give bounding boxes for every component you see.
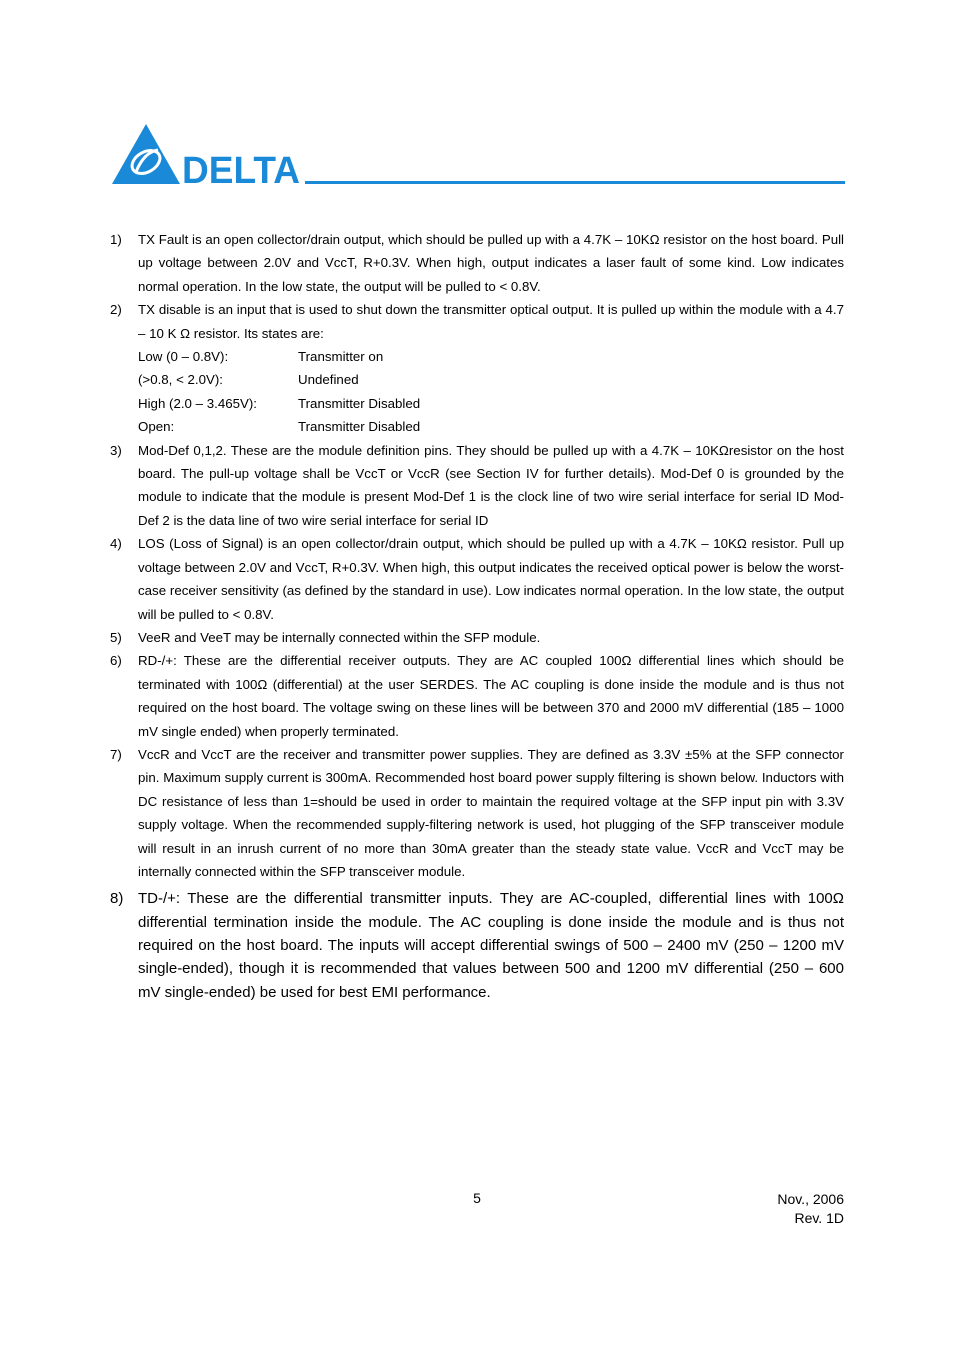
note-text: TX disable is an input that is used to shut down the transmitter optical output. It is pulled up within the module with a 4.7 – 10 K Ω resistor. Its states are: xyxy=(138,302,844,341)
note-text: TX Fault is an open collector/drain output, which should be pulled up with a 4.7K – 10KΩ resistor on the host board. Pull up voltage between 2.0V and VccT, R+0.3V. When high, output indicates a laser fault of some kind. Low indicates normal operation. In the low state, the output will be pulled to < 0.8V. xyxy=(138,232,844,294)
note-item xyxy=(110,439,844,533)
state-row xyxy=(138,368,844,391)
note-item xyxy=(110,649,844,743)
delta-wordmark: DELTA xyxy=(182,150,300,186)
note-item xyxy=(110,743,844,883)
state-row xyxy=(138,415,844,438)
note-text: Mod-Def 0,1,2. These are the module definition pins. They should be pulled up with a 4.7K – 10KΩresistor on the host board. The pull-up voltage shall be VccT or VccR (see Section IV for further details). Mod-Def 0 is grounded by the module to indicate that the module is present Mod-Def 1 is the clock line of two wire serial interface for serial ID Mod-Def 2 is the data line of two wire serial interface for serial ID xyxy=(138,442,844,528)
note-text: VccR and VccT are the receiver and transmitter power supplies. They are defined as 3.3V ±5% at the SFP connector pin. Maximum supply current is 300mA. Recommended host board power supply filtering is shown below. Inductors with DC resistance of less than 1=should be used in order to maintain the required voltage at the SFP input pin with 3.3V supply voltage. When the recommended supply-filtering network is used, hot plugging of the SFP transceiver module will result in an inrush current of no more than 30mA greater than the steady state value. VccR and VccT may be internally connected within the SFP transceiver module. xyxy=(138,746,844,879)
note-number: 1) xyxy=(110,232,122,247)
note-number: 4) xyxy=(110,536,122,552)
note-number: 2) xyxy=(110,302,122,318)
state-value: Transmitter Disabled xyxy=(298,419,421,435)
note-item xyxy=(110,887,844,1003)
page-number: 5 xyxy=(473,1190,481,1206)
note-item xyxy=(110,298,844,438)
note-number: 3) xyxy=(110,442,122,458)
state-condition: Low (0 – 0.8V): xyxy=(138,349,229,365)
note-number: 8) xyxy=(110,890,124,908)
delta-logo xyxy=(108,122,304,186)
header-rule xyxy=(305,181,845,184)
note-text: LOS (Loss of Signal) is an open collector/drain output, which should be pulled up with a 4.7K – 10KΩ resistor. Pull up voltage between 2.0V and VccT, R+0.3V. When high, this output indicates the received optical power is below the worst-case receiver sensitivity (as defined by the standard in use). Low indicates normal operation. In the low state, the output will be pulled to < 0.8V. xyxy=(138,536,844,622)
state-value: Transmitter Disabled xyxy=(298,395,421,411)
note-item xyxy=(110,228,844,298)
state-condition: (>0.8, < 2.0V): xyxy=(138,372,224,388)
revision-block xyxy=(777,1190,844,1228)
state-value: Undefined xyxy=(298,372,359,388)
note-number: 6) xyxy=(110,653,122,669)
note-item xyxy=(110,532,844,626)
state-value: Transmitter on xyxy=(298,349,384,365)
note-item xyxy=(110,626,844,649)
state-condition: High (2.0 – 3.465V): xyxy=(138,395,258,411)
state-row xyxy=(138,345,844,368)
tx-disable-states xyxy=(138,345,844,439)
state-row xyxy=(138,392,844,415)
state-condition: Open: xyxy=(138,419,175,435)
revision-date: Nov., 2006 xyxy=(777,1191,844,1207)
note-text: TD-/+: These are the differential transmitter inputs. They are AC-coupled, differential lines with 100Ω differential termination inside the module. The AC coupling is done inside the module and is thus not required on the host board. The inputs will accept differential swings of 500 – 2400 mV (250 – 1200 mV single-ended), though it is recommended that values between 500 and 1200 mV differential (250 – 600 mV single-ended) be used for best EMI performance. xyxy=(138,890,844,1001)
notes-list xyxy=(110,228,844,1004)
note-text: VeeR and VeeT may be internally connected within the SFP module. xyxy=(138,629,541,645)
note-text: RD-/+: These are the differential receiver outputs. They are AC coupled 100Ω differential lines which should be terminated with 100Ω (differential) at the user SERDES. The AC coupling is done inside the module and is thus not required on the host board. The voltage swing on these lines will be between 370 and 2000 mV differential (185 – 1000 mV single ended) when properly terminated. xyxy=(138,653,844,739)
revision-label: Rev. 1D xyxy=(794,1210,844,1226)
note-number: 5) xyxy=(110,629,122,645)
note-number: 7) xyxy=(110,746,122,762)
